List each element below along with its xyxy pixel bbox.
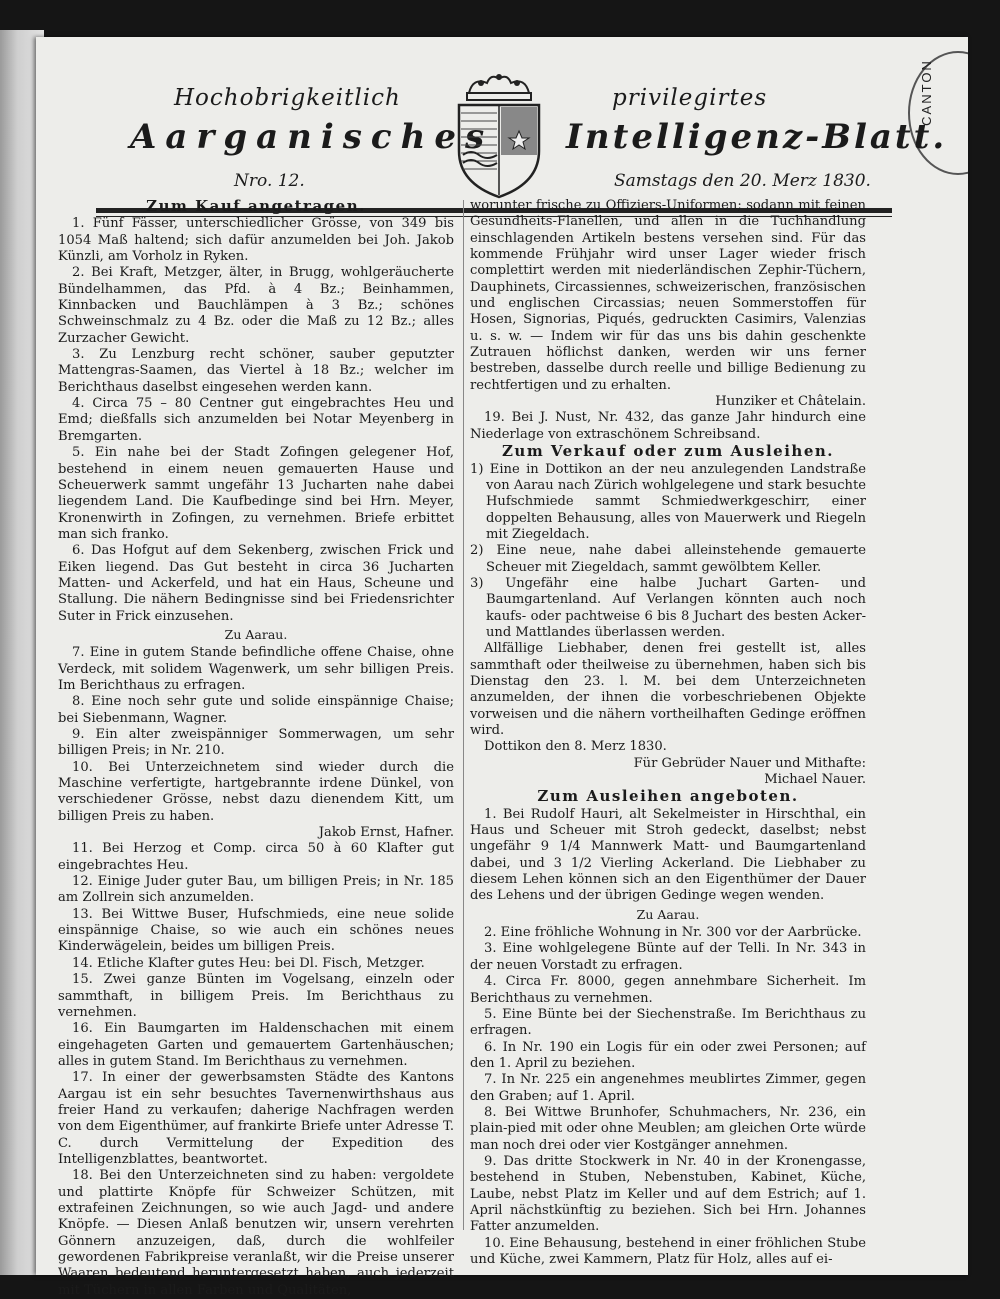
subheading-aarau: Zu Aarau.: [224, 626, 288, 642]
lease-5: 5. Eine Bünte bei der Siechenstraße. Im Berichthaus zu erfragen.: [470, 1006, 866, 1039]
masthead-right-line1: privilegirtes: [612, 85, 768, 111]
notice-18: 18. Bei den Unterzeichneten sind zu haben: vergoldete und plattirte Knöpfe für Schweizer Schützen, mit extrafeinen Zeichnungen, so wie auch Jagd- und andere Knöpfe. — Diesen Anlaß benutzen wir, unsern verehrten Gönnern anzuzeigen, daß, durch die wohlfeiler gewordenen Fabrikpreise veranlaßt, wir die Preise unserer Waaren bedeutend heruntergesetzt haben, auch jederzeit mit Tüchern in allen Farben und Qualitäten,: [58, 1168, 454, 1298]
notice-interested-parties: Allfällige Liebhaber, denen frei gestellt ist, alles sammthaft oder theilweise zu übernehmen, haben sich bis Dienstag den 23. l. M. bei dem Unterzeichneten anzumelden, der ihnen die vorbeschriebenen Objekte vorweisen und die nähern vortheilhaften Gedinge eröffnen wird.: [470, 641, 866, 738]
section-heading-sale-or-lease: Zum Verkauf oder zum Ausleihen.: [501, 442, 835, 461]
notice-1: 1. Fünf Fässer, unterschiedlicher Grösse, von 349 bis 1054 Maß haltend; sich dafür anzumelden bei Joh. Jakob Künzli, am Vorholz in Ryken.: [58, 216, 454, 265]
lease-10: 10. Eine Behausung, bestehend in einer fröhlichen Stube und Küche, zwei Kammern, Platz für Holz, alles auf ei-: [470, 1235, 866, 1267]
masthead-right-title: Intelligenz-Blatt.: [566, 117, 948, 157]
issue-date: Samstags den 20. Merz 1830.: [614, 171, 871, 191]
column-divider: [463, 200, 464, 1230]
notice-13: 13. Bei Wittwe Buser, Hufschmieds, eine neue solide einspännige Chaise, so wie auch ein schönes neues Kinderwägelein, beides um billigen Preis.: [58, 906, 454, 955]
lease-1: 1. Bei Rudolf Hauri, alt Sekelmeister in Hirschthal, ein Haus und Scheuer mit Stroh gedeckt, daselbst; nebst ungefähr 9 1/4 Mannwerk Matt- und Baumgartenland dabei, und 3 1/2 Vierling Ackerland. Die Liebhaber zu diesem Lehen können sich an den Eigenthümer der Dauer des Lehens und der übrigen Gedinge wegen wenden.: [470, 806, 866, 904]
notice-18-continued: worunter frische zu Offiziers-Uniformen; sodann mit feinen Gesundheits-Flanellen, und allen in die Tuchhandlung einschlagenden Artikeln bestens versehen sind. Für das kommende Frühjahr wird unser Lager wieder frisch complettirt werden mit niederländischen Zephir-Tüchern, Dauphinets, Circassiennes, schweizerischen, französischen und englischen Circassias; neuen Sommerstoffen für Hosen, Signorias, Piqués, gedruckten Casimirs, Valenzias u. s. w. — Indem wir für das uns bis dahin geschenkte Zutrauen höflichst danken, werden wir uns ferner bestreben, dasselbe durch reelle und billige Bedienung zu rechtfertigen und zu erhalten.: [470, 198, 866, 393]
notice-10: 10. Bei Unterzeichnetem sind wieder durch die Maschine verfertigte, hartgebrannte irdene Dünkel, von verschiedener Grösse, nebst dazu dienendem Kitt, um billigen Preis zu haben.: [58, 759, 454, 824]
lease-4: 4. Circa Fr. 8000, gegen annehmbare Sicherheit. Im Berichthaus zu vernehmen.: [470, 974, 866, 1006]
notice-9: 9. Ein alter zweispänniger Sommerwagen, um sehr billigen Preis; in Nr. 210.: [58, 727, 454, 759]
notice-15: 15. Zwei ganze Bünten im Vogelsang, einzeln oder sammthaft, in billigem Preis. Im Berichthaus zu vernehmen.: [58, 972, 454, 1020]
notice-5: 5. Ein nahe bei der Stadt Zofingen gelegener Hof, bestehend in einem neuen gemauerten Hause und Scheuerwerk sammt ungefähr 13 Jucharten nahe dabei liegendem Land. Die Kaufbedinge sind bei Hrn. Meyer, Kronenwirth in Zofingen, zu vernehmen. Briefe erbittet man sich franko.: [58, 445, 454, 542]
stamp-text: CANTON: [919, 59, 935, 126]
notice-14: 14. Etliche Klafter gutes Heu: bei Dl. Fisch, Metzger.: [72, 955, 425, 971]
signature-line-1: Für Gebrüder Nauer und Mithafte:: [633, 755, 866, 771]
list-item: 3) Ungefähr eine halbe Juchart Garten- und Baumgartenland. Auf Verlangen könnten auch noch kaufs- oder pachtweise 6 bis 8 Juchart des besten Acker- und Mattlandes überlassen werden.: [470, 575, 866, 640]
section-heading-for-lease: Zum Ausleihen angeboten.: [537, 787, 799, 806]
list-item: 2) Eine neue, nahe dabei alleinstehende gemauerte Scheuer mit Ziegeldach, sammt gewölbtem Keller.: [470, 543, 866, 575]
notice-6: 6. Das Hofgut auf dem Sekenberg, zwischen Frick und Eiken liegend. Das Gut besteht in circa 36 Jucharten Matten- und Ackerfeld, und hat ein Haus, Scheune und Stallung. Die nähern Bedingnisse sind bei Friedensrichter Suter in Frick einzusehen.: [58, 543, 454, 624]
notice-17: 17. In einer der gewerbsamsten Städte des Kantons Aargau ist ein sehr besuchtes Tavernenwirthshaus aus freier Hand zu verkaufen; daherige Nachfragen werden von dem Eigenthümer, auf frankirte Briefe unter Adresse T. C. durch Vermittelung der Expedition des Intelligenzblattes, beantwortet.: [58, 1070, 454, 1167]
notice-4: 4. Circa 75 – 80 Centner gut eingebrachtes Heu und Emd; dießfalls sich anzumelden bei Notar Meyenberg in Bremgarten.: [58, 396, 454, 444]
lease-9: 9. Das dritte Stockwerk in Nr. 40 in der Kronengasse, bestehend in Stuben, Nebenstuben, Kabinet, Küche, Laube, nebst Platz im Keller und auf dem Estrich; auf 1. April nächstkünftig zu beziehen. Sich bei Hrn. Johannes Fatter anzumelden.: [470, 1153, 866, 1235]
lease-6: 6. In Nr. 190 ein Logis für ein oder zwei Personen; auf den 1. April zu beziehen.: [470, 1039, 866, 1071]
right-column: [470, 198, 866, 1268]
notice-11: 11. Bei Herzog et Comp. circa 50 à 60 Klafter gut eingebrachtes Heu.: [58, 841, 454, 873]
notice-10-signature: Jakob Ernst, Hafner.: [318, 825, 454, 841]
lease-3: 3. Eine wohlgelegene Bünte auf der Telli. In Nr. 343 in der neuen Vorstadt zu erfragen.: [470, 941, 866, 973]
notice-18-signature: Hunziker et Châtelain.: [715, 394, 866, 410]
masthead-left-title: Aarganisches: [130, 117, 494, 157]
lease-7: 7. In Nr. 225 ein angenehmes meublirtes Zimmer, gegen den Graben; auf 1. April.: [470, 1072, 866, 1104]
masthead-left-line1: Hochobrigkeitlich: [174, 85, 401, 111]
left-column: [58, 198, 454, 1299]
notice-8: 8. Eine noch sehr gute und solide einspännige Chaise; bei Siebenmann, Wagner.: [58, 694, 454, 726]
subheading-aarau: Zu Aarau.: [636, 906, 700, 922]
issue-number: Nro. 12.: [234, 171, 305, 191]
lease-8: 8. Bei Wittwe Brunhofer, Schuhmachers, Nr. 236, ein plain-pied mit oder ohne Meublen; am gleichen Orte würde man noch drei oder vier Kostgänger annehmen.: [470, 1104, 866, 1153]
lease-2: 2. Eine fröhliche Wohnung in Nr. 300 vor der Aarbrücke.: [484, 925, 862, 941]
section-heading-for-sale: Zum Kauf angetragen.: [146, 197, 366, 215]
coat-of-arms-icon: [451, 71, 547, 201]
list-item: 1) Eine in Dottikon an der neu anzulegenden Landstraße von Aarau nach Zürich wohlgelegene und stark besuchte Hufschmiede sammt Schmiedwerkgeschirr, einer doppelten Behausung, alles von Mauerwerk und Riegeln mit Ziegeldach.: [470, 461, 866, 542]
notice-19: 19. Bei J. Nust, Nr. 432, das ganze Jahr hindurch eine Niederlage von extraschönem Schreibsand.: [470, 410, 866, 442]
dottikon-dateline: Dottikon den 8. Merz 1830.: [484, 739, 667, 755]
signature-line-2: Michael Nauer.: [764, 772, 866, 788]
notice-7: 7. Eine in gutem Stande befindliche offene Chaise, ohne Verdeck, mit solidem Wagenwerk, um sehr billigen Preis. Im Berichthaus zu erfragen.: [58, 645, 454, 693]
notice-16: 16. Ein Baumgarten im Haldenschachen mit einem eingehageten Garten und gemauertem Gartenhäuschen; alles in gutem Stand. Im Berichthaus zu vernehmen.: [58, 1021, 454, 1069]
notice-2: 2. Bei Kraft, Metzger, älter, in Brugg, wohlgeräucherte Bündelhammen, das Pfd. à 4 Bz.; Beinhammen, Kinnbacken und Bauchlämpen à 3 Bz.; schönes Schweinschmalz zu 4 Bz. oder die Maß zu 12 Bz.; alles Zurzacher Gewicht.: [58, 265, 454, 346]
sale-or-lease-list: [470, 462, 866, 642]
notice-12: 12. Einige Juder guter Bau, um billigen Preis; in Nr. 185 am Zollrein sich anzumelden.: [58, 874, 454, 906]
notice-3: 3. Zu Lenzburg recht schöner, sauber geputzter Mattengras-Saamen, das Viertel à 18 Bz.; welcher im Berichthaus daselbst eingesehen werden kann.: [58, 347, 454, 395]
